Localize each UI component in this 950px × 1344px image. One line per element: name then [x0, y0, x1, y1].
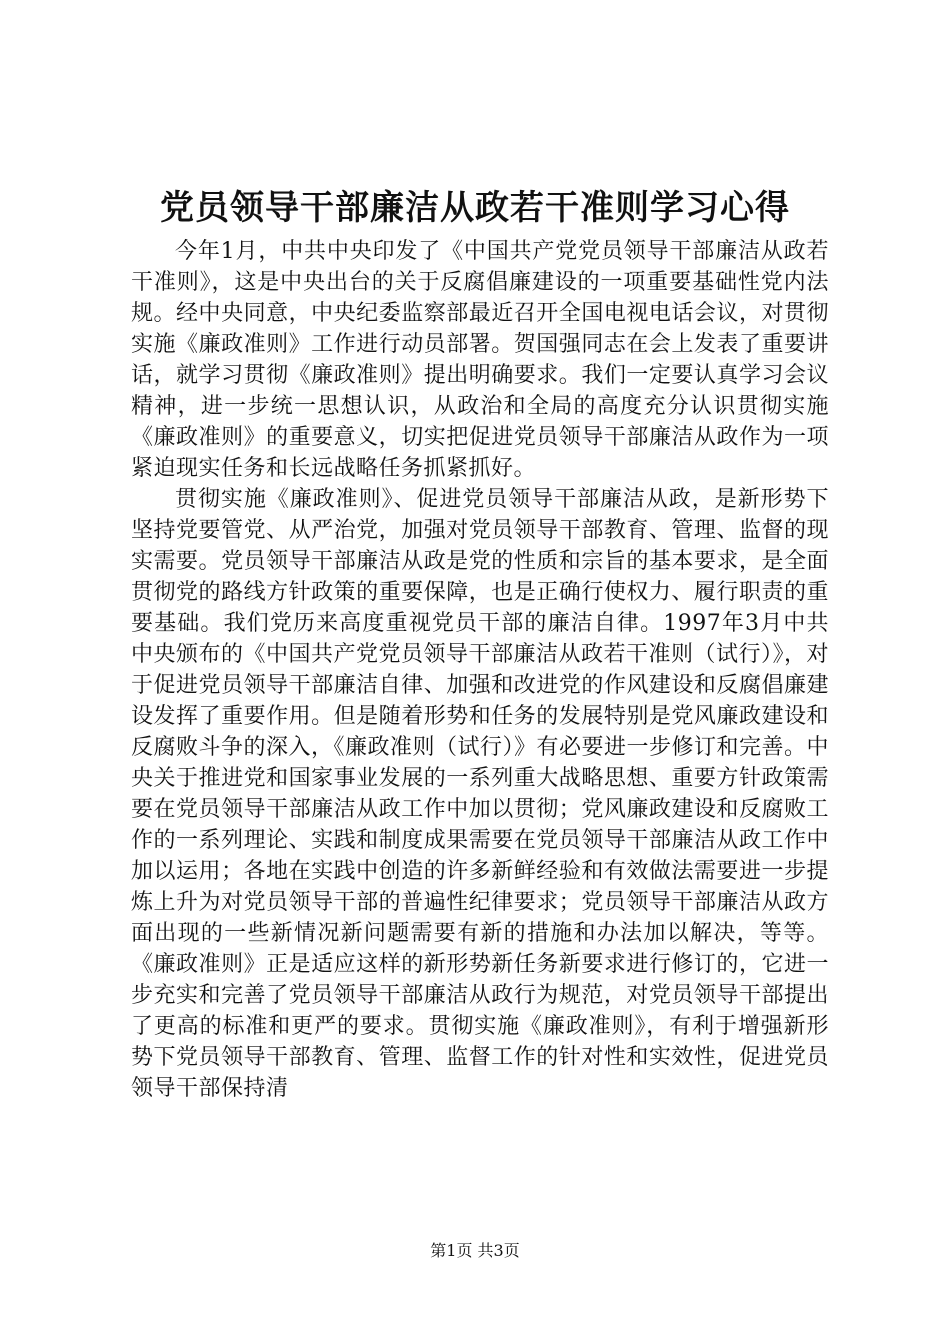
- paragraph-1: 今年1月，中共中央印发了《中国共产党党员领导干部廉洁从政若干准则》，这是中央出台的关于反腐倡廉建设的一项重要基础性党内法规。经中央同意，中央纪委监察部最近召开全国电视电话会议，对贯彻实施《廉政准则》工作进行动员部署。贺国强同志在会上发表了重要讲话，就学习贯彻《廉政准则》提出明确要求。我们一定要认真学习会议精神，进一步统一思想认识，从政治和全局的高度充分认识贯彻实施《廉政准则》的重要意义，切实把促进党员领导干部廉洁从政作为一项紧迫现实任务和长远战略任务抓紧抓好。: [131, 239, 829, 481]
- document-title: 党员领导干部廉洁从政若干准则学习心得: [160, 188, 790, 228]
- document-body: [131, 236, 829, 1104]
- paragraph-2: 贯彻实施《廉政准则》、促进党员领导干部廉洁从政，是新形势下坚持党要管党、从严治党，加强对党员领导干部教育、管理、监督的现实需要。党员领导干部廉洁从政是党的性质和宗旨的基本要求，是全面贯彻党的路线方针政策的重要保障，也是正确行使权力、履行职责的重要基础。我们党历来高度重视党员干部的廉洁自律。1997年3月中共中央颁布的《中国共产党党员领导干部廉洁从政若干准则（试行）》，对于促进党员领导干部廉洁自律、加强和改进党的作风建设和反腐倡廉建设发挥了重要作用。但是随着形势和任务的发展特别是党风廉政建设和反腐败斗争的深入，《廉政准则（试行）》有必要进一步修订和完善。中央关于推进党和国家事业发展的一系列重大战略思想、重要方针政策需要在党员领导干部廉洁从政工作中加以贯彻；党风廉政建设和反腐败工作的一系列理论、实践和制度成果需要在党员领导干部廉洁从政工作中加以运用；各地在实践中创造的许多新鲜经验和有效做法需要进一步提炼上升为对党员领导干部的普遍性纪律要求；党员领导干部廉洁从政方面出现的一些新情况新问题需要有新的措施和办法加以解决，等等。《廉政准则》正是适应这样的新形势新任务新要求进行修订的，它进一步充实和完善了党员领导干部廉洁从政行为规范，对党员领导干部提出了更高的标准和更严的要求。贯彻实施《廉政准则》，有利于增强新形势下党员领导干部教育、管理、监督工作的针对性和实效性，促进党员领导干部保持清: [131, 487, 830, 1101]
- page-footer: 第1页 共3页: [430, 1241, 520, 1260]
